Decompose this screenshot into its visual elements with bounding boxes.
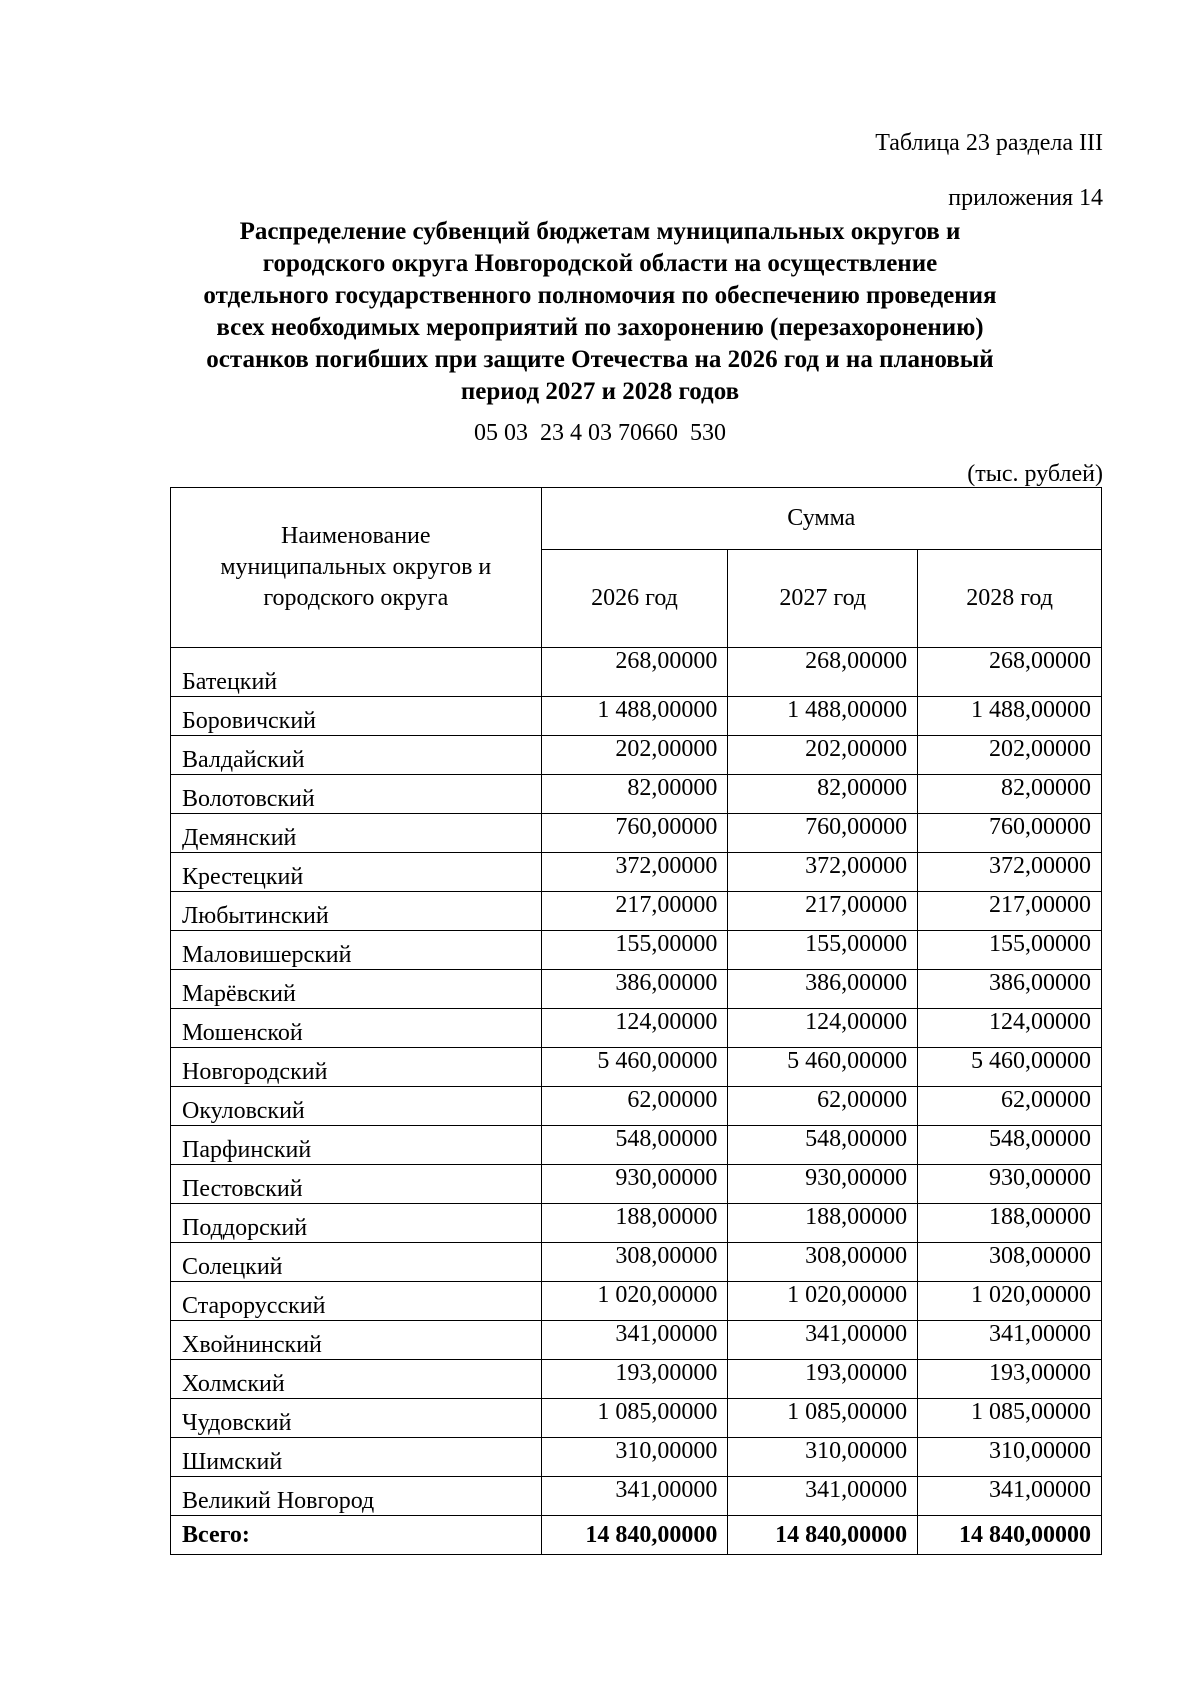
municipality-name: Шимский [171,1438,542,1477]
amount-cell: 341,00000 [541,1321,728,1360]
table-row [171,1360,1102,1399]
name-column-header: Наименование муниципальных округов и городского округа [171,488,542,648]
total-amount-cell: 14 840,00000 [728,1516,918,1555]
table-row [171,892,1102,931]
table-row [171,1438,1102,1477]
amount-cell: 760,00000 [541,814,728,853]
municipality-name: Окуловский [171,1087,542,1126]
municipality-name: Боровичский [171,697,542,736]
municipality-name: Пестовский [171,1165,542,1204]
amount-cell: 308,00000 [918,1243,1102,1282]
municipality-name: Хвойнинский [171,1321,542,1360]
amount-cell: 372,00000 [918,853,1102,892]
amount-cell: 188,00000 [918,1204,1102,1243]
amount-cell: 155,00000 [918,931,1102,970]
amount-cell: 386,00000 [541,970,728,1009]
amount-cell: 5 460,00000 [541,1048,728,1087]
amount-cell: 193,00000 [541,1360,728,1399]
appendix-reference: приложения 14 [948,185,1103,211]
amount-cell: 217,00000 [918,892,1102,931]
amount-cell: 193,00000 [918,1360,1102,1399]
table-row [171,648,1102,697]
table-row [171,1399,1102,1438]
municipality-name: Маловишерский [171,931,542,970]
municipality-name: Холмский [171,1360,542,1399]
amount-cell: 341,00000 [918,1321,1102,1360]
amount-cell: 155,00000 [541,931,728,970]
amount-cell: 760,00000 [918,814,1102,853]
table-reference: Таблица 23 раздела III [875,130,1103,156]
amount-cell: 310,00000 [541,1438,728,1477]
amount-cell: 268,00000 [541,648,728,697]
amount-cell: 1 085,00000 [918,1399,1102,1438]
amount-cell: 1 085,00000 [541,1399,728,1438]
municipality-name: Валдайский [171,736,542,775]
amount-cell: 310,00000 [728,1438,918,1477]
amount-cell: 155,00000 [728,931,918,970]
table-row [171,1009,1102,1048]
year-header-2028: 2028 год [918,550,1102,648]
municipality-name: Парфинский [171,1126,542,1165]
amount-cell: 310,00000 [918,1438,1102,1477]
amount-cell: 386,00000 [728,970,918,1009]
amount-cell: 548,00000 [918,1126,1102,1165]
table-row [171,1126,1102,1165]
table-row [171,1204,1102,1243]
amount-cell: 193,00000 [728,1360,918,1399]
amount-cell: 760,00000 [728,814,918,853]
municipality-name: Великий Новгород [171,1477,542,1516]
amount-cell: 1 488,00000 [541,697,728,736]
amount-cell: 372,00000 [728,853,918,892]
amount-cell: 62,00000 [918,1087,1102,1126]
amount-cell: 188,00000 [728,1204,918,1243]
table-row [171,697,1102,736]
year-header-2027: 2027 год [728,550,918,648]
amount-cell: 82,00000 [918,775,1102,814]
amount-cell: 372,00000 [541,853,728,892]
title-line: городского округа Новгородской области на осуществление [262,250,938,277]
year-header-2026: 2026 год [541,550,728,648]
document-title [140,216,1060,408]
amount-cell: 124,00000 [918,1009,1102,1048]
total-label: Всего: [171,1516,542,1555]
table-row [171,1477,1102,1516]
amount-cell: 124,00000 [728,1009,918,1048]
municipality-name: Солецкий [171,1243,542,1282]
municipality-name: Батецкий [171,648,542,697]
amount-cell: 548,00000 [541,1126,728,1165]
table-row [171,1282,1102,1321]
table-row [171,853,1102,892]
municipality-name: Чудовский [171,1399,542,1438]
amount-cell: 202,00000 [728,736,918,775]
subvention-table [170,487,1102,1555]
amount-cell: 308,00000 [541,1243,728,1282]
municipality-name: Поддорский [171,1204,542,1243]
amount-cell: 62,00000 [541,1087,728,1126]
amount-cell: 5 460,00000 [728,1048,918,1087]
municipality-name: Любытинский [171,892,542,931]
total-amount-cell: 14 840,00000 [541,1516,728,1555]
amount-cell: 1 488,00000 [728,697,918,736]
amount-cell: 1 020,00000 [728,1282,918,1321]
amount-cell: 268,00000 [918,648,1102,697]
amount-cell: 341,00000 [541,1477,728,1516]
table-row [171,1087,1102,1126]
amount-cell: 62,00000 [728,1087,918,1126]
amount-cell: 202,00000 [541,736,728,775]
amount-cell: 341,00000 [728,1477,918,1516]
table-row [171,1048,1102,1087]
amount-cell: 217,00000 [541,892,728,931]
municipality-name: Марёвский [171,970,542,1009]
amount-cell: 548,00000 [728,1126,918,1165]
municipality-name: Старорусский [171,1282,542,1321]
municipality-name: Мошенской [171,1009,542,1048]
amount-cell: 341,00000 [728,1321,918,1360]
amount-cell: 386,00000 [918,970,1102,1009]
table-body [171,648,1102,1555]
amount-cell: 5 460,00000 [918,1048,1102,1087]
municipality-name: Демянский [171,814,542,853]
amount-cell: 1 488,00000 [918,697,1102,736]
title-line: период 2027 и 2028 годов [460,378,740,405]
table-row [171,1243,1102,1282]
title-line: всех необходимых мероприятий по захоронению (перезахоронению) [216,314,984,341]
municipality-name: Волотовский [171,775,542,814]
amount-cell: 930,00000 [918,1165,1102,1204]
amount-cell: 1 020,00000 [918,1282,1102,1321]
title-line: Распределение субвенций бюджетам муниципальных округов и [239,218,961,245]
amount-cell: 341,00000 [918,1477,1102,1516]
municipality-name: Крестецкий [171,853,542,892]
municipality-name: Новгородский [171,1048,542,1087]
sum-column-header: Сумма [541,488,1101,550]
budget-classification-code: 05 03 23 4 03 70660 530 [474,420,726,446]
amount-cell: 82,00000 [728,775,918,814]
total-amount-cell: 14 840,00000 [918,1516,1102,1555]
amount-cell: 1 085,00000 [728,1399,918,1438]
table-row [171,736,1102,775]
amount-cell: 124,00000 [541,1009,728,1048]
amount-cell: 268,00000 [728,648,918,697]
amount-cell: 930,00000 [541,1165,728,1204]
title-line: отдельного государственного полномочия по обеспечению проведения [203,282,997,309]
units-label: (тыс. рублей) [967,461,1103,487]
amount-cell: 82,00000 [541,775,728,814]
table-row [171,1321,1102,1360]
amount-cell: 217,00000 [728,892,918,931]
total-row [171,1516,1102,1555]
table-row [171,970,1102,1009]
title-line: останков погибших при защите Отечества на 2026 год и на плановый [206,346,994,373]
amount-cell: 308,00000 [728,1243,918,1282]
table-row [171,814,1102,853]
amount-cell: 202,00000 [918,736,1102,775]
amount-cell: 930,00000 [728,1165,918,1204]
table-row [171,931,1102,970]
amount-cell: 188,00000 [541,1204,728,1243]
amount-cell: 1 020,00000 [541,1282,728,1321]
table-row [171,775,1102,814]
table-row [171,1165,1102,1204]
